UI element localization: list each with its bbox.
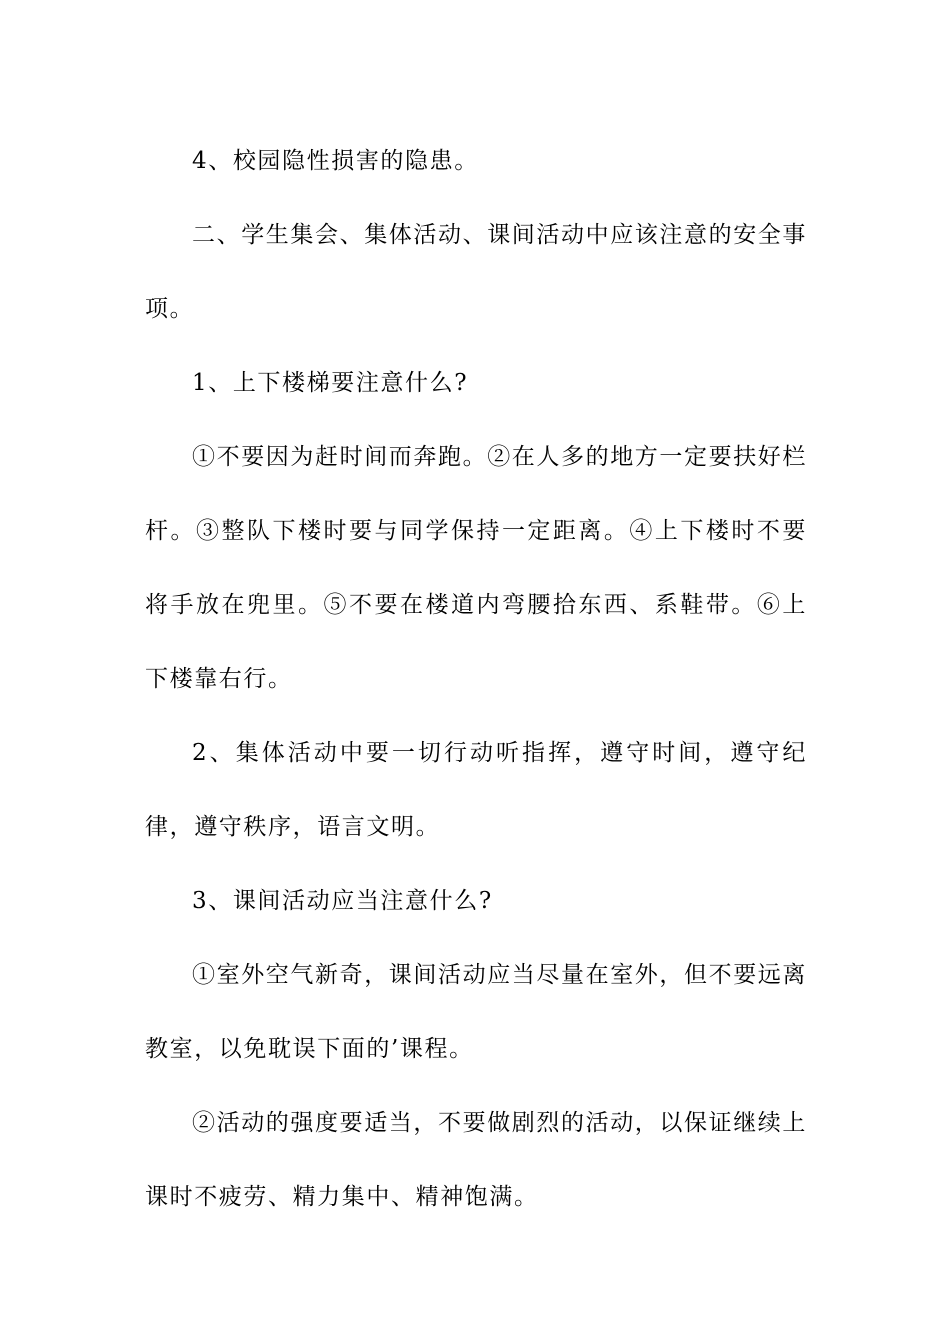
paragraph-hidden-hazards: 4、校园隐性损害的隐患。 (192, 148, 479, 174)
paragraph-break-question: 3、课间活动应当注意什么? (192, 888, 493, 914)
paragraph-stairs-rules: ①不要因为赶时间而奔跑。②在人多的地方一定要扶好栏杆。③整队下楼时要与同学保持一定距离。④上下楼时不要将手放在兜里。⑤不要在楼道内弯腰拾东西、系鞋带。⑥上下楼靠右行。 (145, 444, 807, 692)
paragraph-stairs-question: 1、上下楼梯要注意什么? (192, 370, 469, 396)
document-body (145, 124, 807, 1234)
paragraph-break-outdoor: ①室外空气新奇，课间活动应当尽量在室外，但不要远离教室，以免耽误下面的’课程。 (145, 962, 807, 1062)
paragraph-section-two-heading: 二、学生集会、集体活动、课间活动中应该注意的安全事项。 (145, 222, 807, 322)
paragraph-break-intensity: ②活动的强度要适当，不要做剧烈的活动，以保证继续上课时不疲劳、精力集中、精神饱满。 (145, 1110, 807, 1210)
paragraph-group-activity: 2、集体活动中要一切行动听指挥，遵守时间，遵守纪律，遵守秩序，语言文明。 (145, 740, 807, 840)
